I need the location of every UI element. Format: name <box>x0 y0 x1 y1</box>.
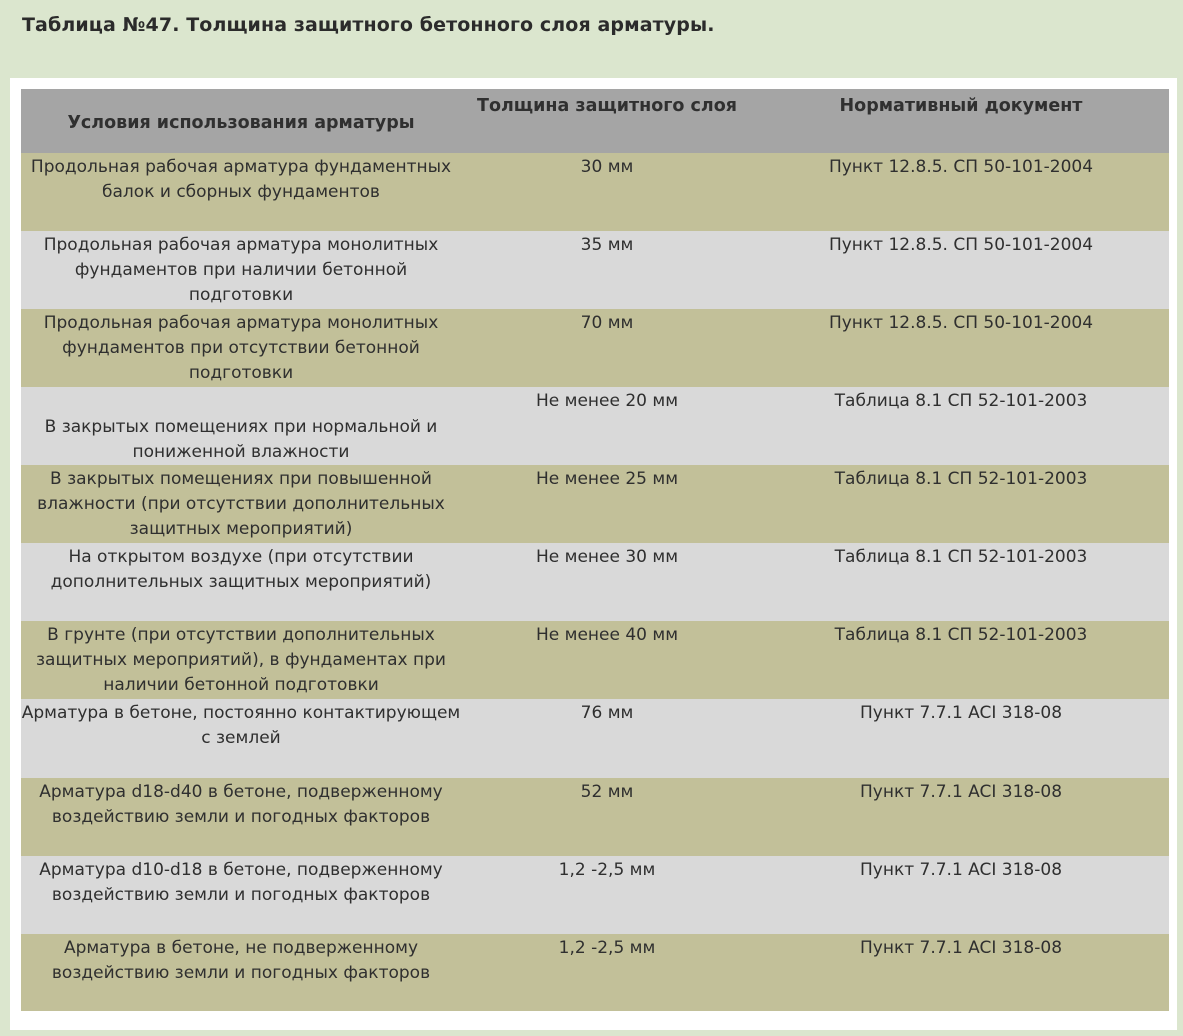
table-row <box>21 153 1169 231</box>
table-header-row <box>21 89 1169 153</box>
document-cell: Пункт 12.8.5. СП 50-101-2004 <box>753 153 1169 231</box>
document-cell: Таблица 8.1 СП 52-101-2003 <box>753 543 1169 621</box>
condition-cell: Арматура d18-d40 в бетоне, подверженному воздействию земли и погодных факторов <box>21 778 461 856</box>
header-document: Нормативный документ <box>753 89 1169 153</box>
thickness-cell: Не менее 40 мм <box>461 621 753 699</box>
thickness-cell: 30 мм <box>461 153 753 231</box>
table-row <box>21 856 1169 934</box>
table-row <box>21 621 1169 699</box>
document-cell: Таблица 8.1 СП 52-101-2003 <box>753 621 1169 699</box>
thickness-cell: 35 мм <box>461 231 753 309</box>
thickness-cell: Не менее 20 мм <box>461 387 753 465</box>
thickness-cell: Не менее 30 мм <box>461 543 753 621</box>
table-row <box>21 387 1169 465</box>
condition-cell: В закрытых помещениях при повышенной влажности (при отсутствии дополнительных защитных мероприятий) <box>21 465 461 543</box>
thickness-cell: 70 мм <box>461 309 753 387</box>
condition-cell: Продольная рабочая арматура монолитных фундаментов при отсутствии бетонной подготовки <box>21 309 461 387</box>
document-cell: Пункт 12.8.5. СП 50-101-2004 <box>753 231 1169 309</box>
document-cell: Пункт 7.7.1 ACI 318-08 <box>753 934 1169 1011</box>
document-cell: Таблица 8.1 СП 52-101-2003 <box>753 387 1169 465</box>
header-conditions: Условия использования арматуры <box>21 89 461 153</box>
condition-cell: Арматура в бетоне, не подверженному воздействию земли и погодных факторов <box>21 934 461 1011</box>
table-row <box>21 309 1169 387</box>
cover-thickness-table <box>21 89 1169 1011</box>
condition-cell: Продольная рабочая арматура фундаментных балок и сборных фундаментов <box>21 153 461 231</box>
table-row <box>21 231 1169 309</box>
table-panel <box>10 78 1177 1030</box>
condition-cell: На открытом воздухе (при отсутствии дополнительных защитных мероприятий) <box>21 543 461 621</box>
table-row <box>21 699 1169 778</box>
condition-cell: Арматура d10-d18 в бетоне, подверженному воздействию земли и погодных факторов <box>21 856 461 934</box>
document-cell: Таблица 8.1 СП 52-101-2003 <box>753 465 1169 543</box>
document-cell: Пункт 7.7.1 ACI 318-08 <box>753 778 1169 856</box>
table-row <box>21 465 1169 543</box>
thickness-cell: Не менее 25 мм <box>461 465 753 543</box>
condition-cell: В закрытых помещениях при нормальной и пониженной влажности <box>21 387 461 465</box>
thickness-cell: 1,2 -2,5 мм <box>461 934 753 1011</box>
document-cell: Пункт 7.7.1 ACI 318-08 <box>753 856 1169 934</box>
thickness-cell: 52 мм <box>461 778 753 856</box>
header-thickness: Толщина защитного слоя <box>461 89 753 153</box>
table-row <box>21 778 1169 856</box>
thickness-cell: 1,2 -2,5 мм <box>461 856 753 934</box>
document-cell: Пункт 12.8.5. СП 50-101-2004 <box>753 309 1169 387</box>
condition-cell: В грунте (при отсутствии дополнительных защитных мероприятий), в фундаментах при наличии бетонной подготовки <box>21 621 461 699</box>
document-cell: Пункт 7.7.1 ACI 318-08 <box>753 699 1169 778</box>
table-row <box>21 543 1169 621</box>
page-title: Таблица №47. Толщина защитного бетонного слоя арматуры. <box>22 14 715 36</box>
condition-cell: Продольная рабочая арматура монолитных фундаментов при наличии бетонной подготовки <box>21 231 461 309</box>
table-row <box>21 934 1169 1011</box>
thickness-cell: 76 мм <box>461 699 753 778</box>
condition-cell: Арматура в бетоне, постоянно контактирующем с землей <box>21 699 461 778</box>
